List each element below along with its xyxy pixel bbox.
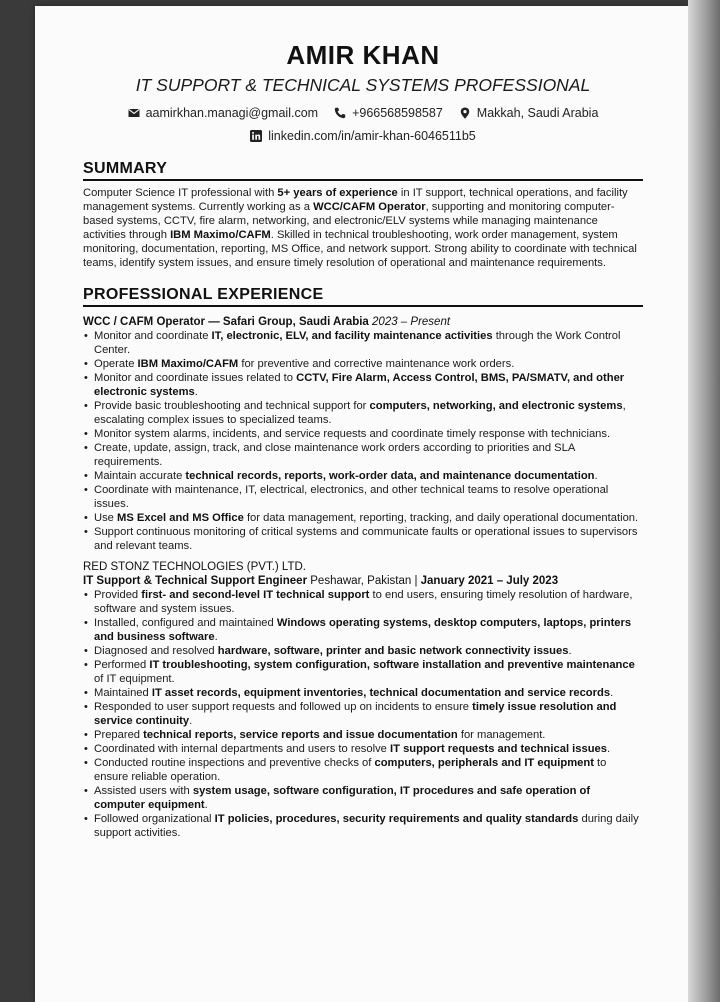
list-item: • Monitor and coordinate IT, electronic, ELV, and facility maintenance activities through the Work Control Center. bbox=[83, 329, 643, 357]
list-item: • Installed, configured and maintained Windows operating systems, desktop computers, laptops, printers and business software. bbox=[83, 616, 643, 644]
contact-row-linkedin bbox=[83, 128, 643, 144]
list-item: • Coordinated with internal departments and users to resolve IT support requests and technical issues. bbox=[83, 742, 643, 756]
list-item: • Maintained IT asset records, equipment inventories, technical documentation and service records. bbox=[83, 686, 643, 700]
list-item: • Diagnosed and resolved hardware, software, printer and basic network connectivity issues. bbox=[83, 644, 643, 658]
job1-bullets bbox=[83, 329, 643, 553]
job2-bullets bbox=[83, 588, 643, 840]
contact-email[interactable] bbox=[128, 105, 318, 121]
list-item: • Provided first- and second-level IT technical support to end users, ensuring timely resolution of hardware, software and system issues. bbox=[83, 588, 643, 616]
contact-row bbox=[83, 105, 643, 121]
email-text: aamirkhan.managi@gmail.com bbox=[145, 106, 319, 120]
list-item: • Monitor and coordinate issues related to CCTV, Fire Alarm, Access Control, BMS, PA/SMATV, and other electronic systems. bbox=[83, 371, 643, 399]
list-item: • Followed organizational IT policies, procedures, security requirements and quality standards during daily support activities. bbox=[83, 812, 643, 840]
list-item: • Prepared technical reports, service reports and issue documentation for management. bbox=[83, 728, 643, 742]
page-edge-shadow bbox=[688, 0, 720, 1002]
email-icon bbox=[128, 107, 140, 119]
summary-text: Computer Science IT professional with bbox=[83, 187, 278, 199]
list-item: • Create, update, assign, track, and close maintenance work orders according to priorities and SLA requirements. bbox=[83, 441, 643, 469]
phone-text: +966568598587 bbox=[352, 106, 443, 120]
list-item: • Support continuous monitoring of critical systems and communicate faults or operational issues to supervisors and relevant teams. bbox=[83, 525, 643, 553]
list-item: • Assisted users with system usage, software configuration, IT procedures and safe operation of computer equipment. bbox=[83, 784, 643, 812]
linkedin-text: linkedin.com/in/amir-khan-6046511b5 bbox=[268, 129, 476, 143]
job2-role: IT Support & Technical Support Engineer bbox=[83, 575, 308, 587]
list-item: • Performed IT troubleshooting, system configuration, software installation and preventive maintenance of IT equipment. bbox=[83, 658, 643, 686]
contact-linkedin[interactable] bbox=[250, 128, 476, 144]
summary-highlight: 5+ years of experience bbox=[277, 187, 398, 199]
list-item: • Provide basic troubleshooting and technical support for computers, networking, and electronic systems, escalating complex issues to specialized teams. bbox=[83, 399, 643, 427]
job2-place: Peshawar, Pakistan | bbox=[307, 575, 421, 587]
job2-dates: January 2021 – July 2023 bbox=[420, 575, 559, 587]
list-item: • Operate IBM Maximo/CAFM for preventive and corrective maintenance work orders. bbox=[83, 357, 643, 371]
list-item: • Use MS Excel and MS Office for data management, reporting, tracking, and daily operational documentation. bbox=[83, 511, 643, 525]
summary-text: . Skilled in technical troubleshooting, work order management, system monitoring, documentation, reporting, MS Office, and network support. Strong ability to coordinate with technical teams, identify system issues, and ensure timely resolution of operational and maintenance requirements. bbox=[83, 229, 637, 269]
summary-highlight: IBM Maximo/CAFM bbox=[170, 229, 271, 241]
contact-location bbox=[459, 105, 599, 121]
resume-content bbox=[83, 40, 643, 840]
candidate-name: AMIR KHAN bbox=[286, 40, 440, 70]
summary-highlight: WCC/CAFM Operator bbox=[313, 201, 426, 213]
phone-icon bbox=[334, 107, 346, 119]
resume-page bbox=[35, 6, 688, 1002]
experience-heading: PROFESSIONAL EXPERIENCE bbox=[83, 286, 643, 307]
candidate-title: IT SUPPORT & TECHNICAL SYSTEMS PROFESSIONAL bbox=[135, 75, 591, 95]
contact-phone[interactable] bbox=[334, 105, 443, 121]
list-item: • Coordinate with maintenance, IT, electrical, electronics, and other technical teams to resolve operational issues. bbox=[83, 483, 643, 511]
job2-header bbox=[83, 574, 643, 588]
summary-heading: SUMMARY bbox=[83, 160, 643, 181]
linkedin-icon bbox=[250, 130, 262, 142]
list-item: • Responded to user support requests and followed up on incidents to ensure timely issue resolution and service continuity. bbox=[83, 700, 643, 728]
list-item: • Conducted routine inspections and preventive checks of computers, peripherals and IT equipment to ensure reliable operation. bbox=[83, 756, 643, 784]
summary-text: , supporting and monitoring computer-based systems, CCTV, fire alarm, networking, and electronic/ELV systems while managing maintenance activities through bbox=[83, 201, 615, 241]
summary-paragraph bbox=[83, 186, 643, 270]
list-item: • Monitor system alarms, incidents, and service requests and coordinate timely response with technicians. bbox=[83, 427, 643, 441]
location-pin-icon bbox=[459, 107, 471, 119]
job1-title-company: WCC / CAFM Operator — Safari Group, Saudi Arabia bbox=[83, 316, 369, 328]
summary-text: in IT support, technical operations, and facility management systems. Currently working as a bbox=[83, 187, 628, 213]
list-item: • Maintain accurate technical records, reports, work-order data, and maintenance documentation. bbox=[83, 469, 643, 483]
job1-dates: 2023 – Present bbox=[372, 316, 451, 328]
job2-company: RED STONZ TECHNOLOGIES (PVT.) LTD. bbox=[83, 561, 307, 573]
location-text: Makkah, Saudi Arabia bbox=[476, 106, 599, 120]
job1-header bbox=[83, 315, 643, 329]
